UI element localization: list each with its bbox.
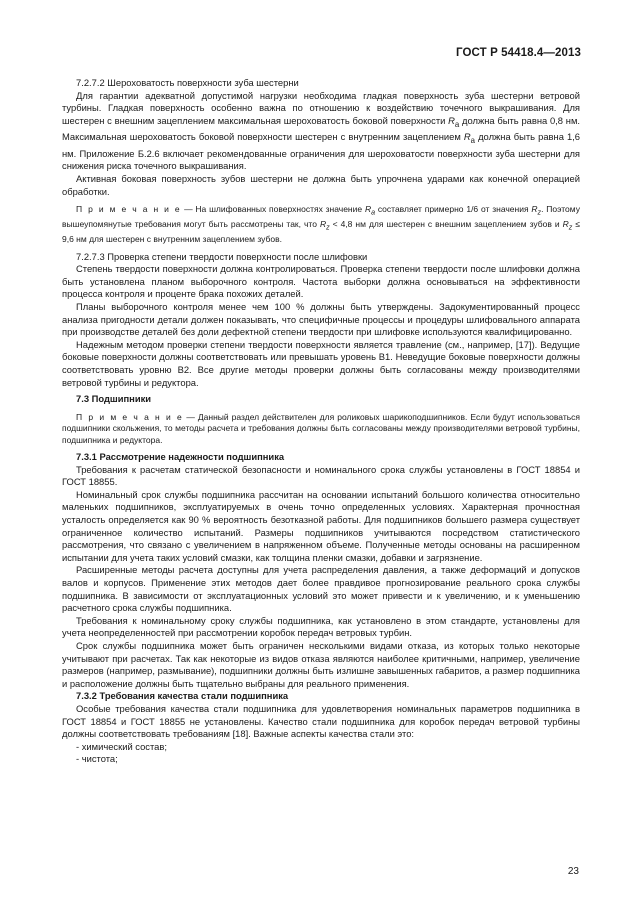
paragraph-etching-method: Надежным методом проверки степени твердости поверхности является травление (см., например, [17]). Ведущие боковые поверхности должны соответствовать или превышать уровень В1. Неведущие боковые поверхности должны соответствовать уровню В2. Все другие методы проверки должны быть согласованы между производителями ветровой турбины и редуктора. (62, 338, 580, 388)
list-item-chemical-composition: - химический состав; (76, 740, 167, 752)
paragraph-extended-methods: Расширенные методы расчета доступны для учета распределения давления, а также деформаций и допусков валов и корпусов. Применение этих методов дает более правдивое прогнозирование реального срока службы подшипника. В зависимости от эксплуатационных условий это может привести и к увеличению, и к уменьшению расчетного срока службы подшипника. (62, 564, 580, 614)
paragraph-steel-quality: Особые требования качества стали подшипника для удовлетворения номинальных параметров подшипника в ГОСТ 18854 и ГОСТ 18855 не установлены. Качество стали подшипника для коробок передач ветровой турбины должны соответствовать требованиям [18]. Важные аспекты качества стали это: (62, 702, 580, 740)
document-code-header: ГОСТ Р 54418.4—2013 (456, 47, 581, 59)
list-item-cleanliness: - чистота; (76, 753, 118, 765)
section-heading-7-3: 7.3 Подшипники (76, 393, 152, 405)
paragraph-active-flank: Активная боковая поверхность зубов шестерни не должна быть упрочнена ударами как конечной операцией обработки. (62, 172, 580, 197)
section-heading-7-3-1: 7.3.1 Рассмотрение надежности подшипника (76, 451, 285, 463)
page-number: 23 (567, 866, 579, 877)
paragraph-surface-roughness: Для гарантии адекватной допустимой нагрузки необходима гладкая поверхность зуба шестерни ветровой турбины. Гладкая поверхность особенно важна по отношению к воздействию точечного выкрашивания. Для шестерен с внешним зацеплением максимальная шероховатость боковой поверхности $R_a$ должна быть равна 0,8 нм. Максимальная шероховатость боковой поверхности шестерен с внутренним зацеплением $R_a$ должна быть равна 1,6 нм. Приложение Б.2.6 включает рекомендованные ограничения для шероховатости поверхности зуба шестерни для снижения риска точечного выкрашивания. (62, 89, 581, 172)
note-bearings: П р и м е ч а н и е — Данный раздел действителен для роликовых шарикоподшипников. Если будут использоваться подшипники скольжения, то методы расчета и требования должны быть согласованы между производителями ветровой турбины, подшипника и редуктора. (62, 411, 580, 445)
paragraph-hardness-control: Степень твердости поверхности должна контролироваться. Проверка степени твердости после шлифовки должна быть установлена планом выборочного контроля. Частота выборки должна основываться на эффективности процесса контроля и проценте брака похожих деталей. (62, 263, 580, 300)
note-roughness: П р и м е ч а н и е — На шлифованных поверхностях значение $R_a$ составляет примерно 1/6 от значения $R_z$. Поэтому вышеупомянутые требования могут быть рассмотрены так, что $R_z < 4,8$ нм для шестерен с внешним зацеплением зубов и $R_z \le 9,6$ нм для шестерен с внутренним зацеплением зубов. (62, 204, 580, 245)
section-heading-7-2-7-2: 7.2.7.2 Шероховатость поверхности зуба шестерни (76, 77, 299, 88)
paragraph-nominal-life: Номинальный срок службы подшипника рассчитан на основании испытаний большого количества относительно маленьких подшипников, эксплуатируемых в очень точно определенных условиях. Характерная прочностная усталость определяется как 90 % вероятность безотказной работы. Для подшипников большего размера существует ограниченное количество испытаний. Размеры подшипников учитываются посредством статистического рассмотрения, что связано с увеличением в напряженном объеме. Полученные методы основаны на расширенном испытании для учета таких условий смазки, как толщина пленки смазки, добавки и загрязнение. (62, 488, 580, 563)
section-heading-7-3-2: 7.3.2 Требования качества стали подшипника (76, 690, 289, 702)
paragraph-sampling-plans: Планы выборочного контроля менее чем 100 % должны быть утверждены. Задокументированный процесс анализа пригодности детали должен показывать, что специфичные процессы и процедуры шлифовального аппарата при производстве деталей без доли дефектной степени твердости при шлифовке используются квалифицированно. (62, 301, 580, 338)
paragraph-failure-modes: Срок службы подшипника может быть ограничен несколькими видами отказа, из которых только некоторые учитывают при расчетах. Так как некоторые из видов отказа являются наиболее критичными, например, увеличение размеров (например, размывание), подшипники должны быть излишне завышенных габаритов, а размер подшипника и расположение должны быть тщательно выбраны для реального применения. (62, 639, 580, 689)
paragraph-life-requirements: Требования к номинальному сроку службы подшипника, как установлено в этом стандарте, установлены для учета неопределенностей при рассмотрении коробок передач ветровых турбин. (62, 614, 580, 639)
paragraph-safety-calculations: Требования к расчетам статической безопасности и номинального срока службы установлены в ГОСТ 18854 и ГОСТ 18855. (62, 463, 580, 488)
page-body (62, 77, 580, 766)
section-heading-7-2-7-3: 7.2.7.3 Проверка степени твердости поверхности после шлифовки (76, 250, 368, 262)
